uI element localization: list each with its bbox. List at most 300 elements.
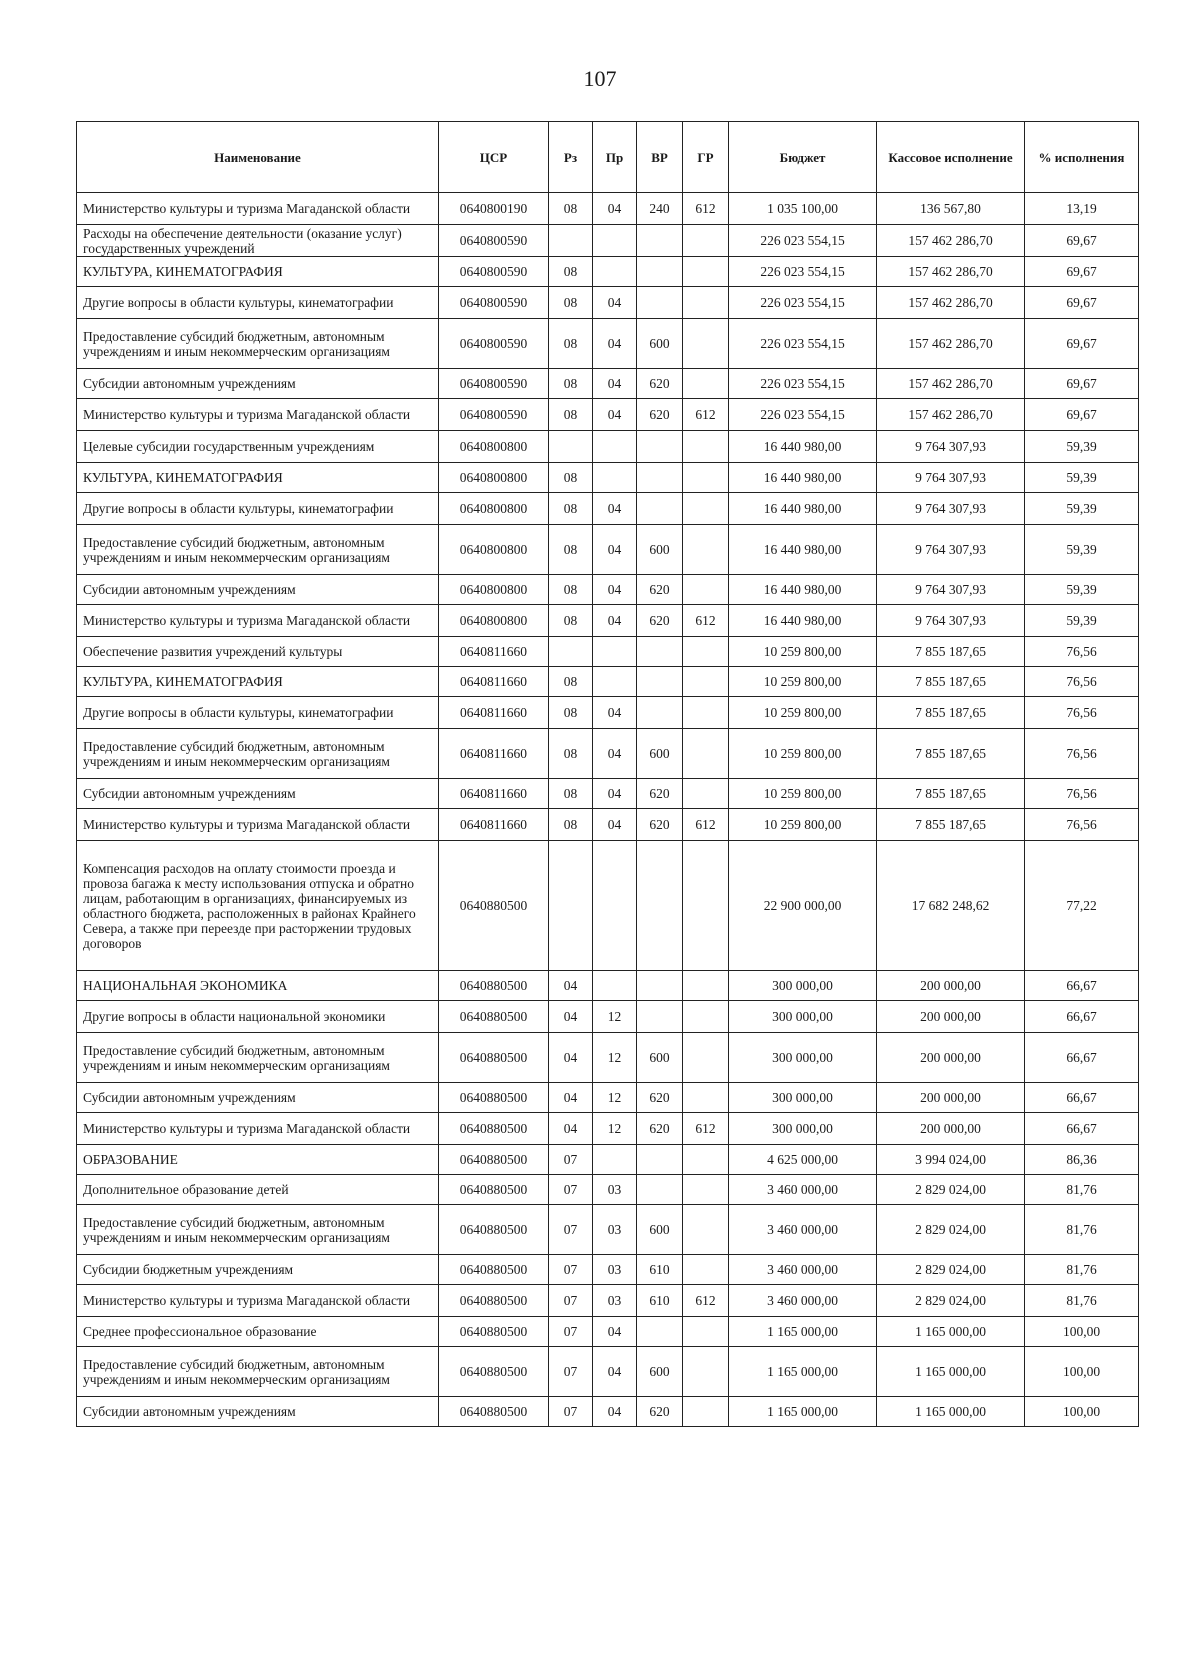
cell-name: Целевые субсидии государственным учреждениям	[77, 431, 439, 463]
cell-budget: 300 000,00	[729, 1033, 877, 1083]
cell-gr: 612	[683, 399, 729, 431]
table-row	[77, 1033, 1139, 1083]
cell-pr	[593, 225, 637, 257]
cell-pct: 66,67	[1025, 1001, 1139, 1033]
cell-csr: 0640800590	[439, 287, 549, 319]
cell-name: Дополнительное образование детей	[77, 1175, 439, 1205]
cell-gr	[683, 257, 729, 287]
cell-pr: 04	[593, 493, 637, 525]
cell-cash: 7 855 187,65	[877, 637, 1025, 667]
cell-vr: 620	[637, 369, 683, 399]
cell-rz: 08	[549, 575, 593, 605]
table-header-row	[77, 122, 1139, 193]
cell-budget: 16 440 980,00	[729, 525, 877, 575]
cell-name: Министерство культуры и туризма Магаданской области	[77, 193, 439, 225]
cell-budget: 10 259 800,00	[729, 697, 877, 729]
cell-budget: 3 460 000,00	[729, 1175, 877, 1205]
cell-gr	[683, 369, 729, 399]
cell-gr	[683, 463, 729, 493]
cell-cash: 7 855 187,65	[877, 667, 1025, 697]
header-budget: Бюджет	[729, 122, 877, 193]
cell-pr: 12	[593, 1001, 637, 1033]
table-row	[77, 1175, 1139, 1205]
cell-name: Министерство культуры и туризма Магаданской области	[77, 809, 439, 841]
cell-name: Предоставление субсидий бюджетным, автономным учреждениям и иным некоммерческим организациям	[77, 1205, 439, 1255]
cell-pr: 04	[593, 729, 637, 779]
cell-pr: 03	[593, 1175, 637, 1205]
cell-gr	[683, 637, 729, 667]
cell-rz: 04	[549, 1113, 593, 1145]
cell-pr: 04	[593, 525, 637, 575]
cell-rz: 07	[549, 1347, 593, 1397]
cell-pct: 66,67	[1025, 1083, 1139, 1113]
cell-pct: 69,67	[1025, 287, 1139, 319]
cell-vr: 620	[637, 399, 683, 431]
cell-budget: 10 259 800,00	[729, 667, 877, 697]
cell-name: Обеспечение развития учреждений культуры	[77, 637, 439, 667]
cell-cash: 9 764 307,93	[877, 525, 1025, 575]
cell-pct: 76,56	[1025, 729, 1139, 779]
cell-gr	[683, 319, 729, 369]
cell-pr	[593, 1145, 637, 1175]
cell-budget: 1 165 000,00	[729, 1397, 877, 1427]
cell-pct: 81,76	[1025, 1255, 1139, 1285]
cell-csr: 0640880500	[439, 1285, 549, 1317]
cell-cash: 1 165 000,00	[877, 1397, 1025, 1427]
cell-rz	[549, 637, 593, 667]
cell-rz: 07	[549, 1145, 593, 1175]
header-rz: Рз	[549, 122, 593, 193]
cell-csr: 0640800800	[439, 575, 549, 605]
cell-gr	[683, 729, 729, 779]
table-row	[77, 1145, 1139, 1175]
cell-pr: 04	[593, 1317, 637, 1347]
cell-budget: 10 259 800,00	[729, 637, 877, 667]
cell-pct: 69,67	[1025, 225, 1139, 257]
cell-cash: 157 462 286,70	[877, 399, 1025, 431]
cell-budget: 16 440 980,00	[729, 575, 877, 605]
cell-rz: 08	[549, 369, 593, 399]
header-gr: ГР	[683, 122, 729, 193]
cell-gr: 612	[683, 1113, 729, 1145]
cell-cash: 2 829 024,00	[877, 1255, 1025, 1285]
cell-cash: 200 000,00	[877, 971, 1025, 1001]
cell-name: Компенсация расходов на оплату стоимости проезда и провоза багажа к месту использования отпуска и обратно лицам, работающим в организациях, финансируемых из областного бюджета, расположенных в районах Крайнего Севера, а также при переезде при расторжении трудовых договоров	[77, 841, 439, 971]
cell-pct: 76,56	[1025, 697, 1139, 729]
cell-name: НАЦИОНАЛЬНАЯ ЭКОНОМИКА	[77, 971, 439, 1001]
cell-budget: 16 440 980,00	[729, 493, 877, 525]
table-row	[77, 667, 1139, 697]
cell-budget: 226 023 554,15	[729, 369, 877, 399]
cell-name: Другие вопросы в области национальной экономики	[77, 1001, 439, 1033]
cell-cash: 7 855 187,65	[877, 697, 1025, 729]
cell-name: ОБРАЗОВАНИЕ	[77, 1145, 439, 1175]
table-row	[77, 779, 1139, 809]
cell-csr: 0640880500	[439, 1113, 549, 1145]
cell-rz: 07	[549, 1317, 593, 1347]
cell-pct: 59,39	[1025, 525, 1139, 575]
cell-rz: 08	[549, 463, 593, 493]
cell-rz: 08	[549, 493, 593, 525]
table-row	[77, 605, 1139, 637]
cell-cash: 3 994 024,00	[877, 1145, 1025, 1175]
cell-vr	[637, 637, 683, 667]
cell-budget: 226 023 554,15	[729, 399, 877, 431]
cell-cash: 9 764 307,93	[877, 463, 1025, 493]
cell-rz: 08	[549, 697, 593, 729]
cell-vr: 610	[637, 1255, 683, 1285]
cell-name: Расходы на обеспечение деятельности (оказание услуг) государственных учреждений	[77, 225, 439, 257]
cell-gr	[683, 287, 729, 319]
table-row	[77, 1113, 1139, 1145]
cell-name: Предоставление субсидий бюджетным, автономным учреждениям и иным некоммерческим организациям	[77, 729, 439, 779]
cell-rz: 08	[549, 319, 593, 369]
table-row	[77, 369, 1139, 399]
cell-budget: 1 035 100,00	[729, 193, 877, 225]
cell-pct: 76,56	[1025, 809, 1139, 841]
cell-csr: 0640800800	[439, 605, 549, 637]
cell-csr: 0640880500	[439, 1175, 549, 1205]
cell-cash: 7 855 187,65	[877, 729, 1025, 779]
cell-csr: 0640800800	[439, 525, 549, 575]
cell-gr	[683, 841, 729, 971]
cell-cash: 157 462 286,70	[877, 257, 1025, 287]
cell-pr	[593, 257, 637, 287]
cell-name: Министерство культуры и туризма Магаданской области	[77, 1285, 439, 1317]
cell-gr	[683, 1205, 729, 1255]
cell-name: Среднее профессиональное образование	[77, 1317, 439, 1347]
table-row	[77, 193, 1139, 225]
cell-vr: 620	[637, 1397, 683, 1427]
cell-gr	[683, 697, 729, 729]
cell-csr: 0640811660	[439, 637, 549, 667]
cell-csr: 0640800800	[439, 431, 549, 463]
cell-cash: 200 000,00	[877, 1113, 1025, 1145]
cell-cash: 157 462 286,70	[877, 225, 1025, 257]
table-row	[77, 637, 1139, 667]
cell-vr: 620	[637, 1083, 683, 1113]
cell-csr: 0640811660	[439, 809, 549, 841]
cell-pr: 04	[593, 605, 637, 637]
cell-gr	[683, 1083, 729, 1113]
cell-rz	[549, 431, 593, 463]
cell-csr: 0640880500	[439, 1317, 549, 1347]
table-row	[77, 525, 1139, 575]
table-row	[77, 575, 1139, 605]
cell-vr	[637, 841, 683, 971]
table-row	[77, 971, 1139, 1001]
table-row	[77, 1083, 1139, 1113]
cell-name: Субсидии автономным учреждениям	[77, 575, 439, 605]
cell-rz: 08	[549, 667, 593, 697]
cell-gr	[683, 779, 729, 809]
cell-csr: 0640880500	[439, 1033, 549, 1083]
cell-csr: 0640811660	[439, 697, 549, 729]
header-vr: ВР	[637, 122, 683, 193]
cell-csr: 0640811660	[439, 667, 549, 697]
cell-vr: 600	[637, 1347, 683, 1397]
cell-rz: 08	[549, 779, 593, 809]
cell-csr: 0640800590	[439, 369, 549, 399]
cell-budget: 226 023 554,15	[729, 257, 877, 287]
cell-cash: 1 165 000,00	[877, 1317, 1025, 1347]
cell-budget: 3 460 000,00	[729, 1205, 877, 1255]
cell-vr	[637, 1175, 683, 1205]
cell-name: Субсидии автономным учреждениям	[77, 779, 439, 809]
cell-vr: 600	[637, 1205, 683, 1255]
cell-pct: 66,67	[1025, 971, 1139, 1001]
cell-pct: 59,39	[1025, 431, 1139, 463]
cell-name: Министерство культуры и туризма Магаданской области	[77, 399, 439, 431]
cell-name: Министерство культуры и туризма Магаданской области	[77, 1113, 439, 1145]
cell-name: КУЛЬТУРА, КИНЕМАТОГРАФИЯ	[77, 463, 439, 493]
cell-csr: 0640800590	[439, 257, 549, 287]
cell-name: Субсидии автономным учреждениям	[77, 1397, 439, 1427]
cell-csr: 0640880500	[439, 1397, 549, 1427]
cell-name: Предоставление субсидий бюджетным, автономным учреждениям и иным некоммерческим организациям	[77, 1347, 439, 1397]
cell-rz: 08	[549, 605, 593, 637]
cell-vr: 610	[637, 1285, 683, 1317]
table-row	[77, 697, 1139, 729]
table-row	[77, 287, 1139, 319]
cell-budget: 300 000,00	[729, 1083, 877, 1113]
header-name: Наименование	[77, 122, 439, 193]
cell-pct: 81,76	[1025, 1285, 1139, 1317]
cell-pct: 76,56	[1025, 637, 1139, 667]
cell-budget: 16 440 980,00	[729, 605, 877, 637]
cell-name: Другие вопросы в области культуры, кинематографии	[77, 493, 439, 525]
cell-cash: 7 855 187,65	[877, 809, 1025, 841]
cell-csr: 0640800590	[439, 225, 549, 257]
cell-csr: 0640880500	[439, 971, 549, 1001]
cell-budget: 300 000,00	[729, 1113, 877, 1145]
cell-cash: 157 462 286,70	[877, 319, 1025, 369]
cell-csr: 0640880500	[439, 1083, 549, 1113]
cell-cash: 200 000,00	[877, 1083, 1025, 1113]
cell-vr	[637, 257, 683, 287]
cell-vr	[637, 697, 683, 729]
cell-pr: 04	[593, 369, 637, 399]
budget-execution-table	[76, 121, 1139, 1427]
cell-budget: 16 440 980,00	[729, 463, 877, 493]
cell-budget: 226 023 554,15	[729, 287, 877, 319]
cell-gr	[683, 493, 729, 525]
cell-csr: 0640800190	[439, 193, 549, 225]
cell-gr	[683, 1347, 729, 1397]
cell-csr: 0640880500	[439, 1255, 549, 1285]
table-row	[77, 1255, 1139, 1285]
cell-pr: 03	[593, 1255, 637, 1285]
cell-budget: 10 259 800,00	[729, 729, 877, 779]
cell-name: Министерство культуры и туризма Магаданской области	[77, 605, 439, 637]
cell-rz: 08	[549, 399, 593, 431]
cell-cash: 9 764 307,93	[877, 605, 1025, 637]
cell-pct: 76,56	[1025, 667, 1139, 697]
cell-pr: 04	[593, 779, 637, 809]
cell-rz	[549, 841, 593, 971]
cell-vr	[637, 287, 683, 319]
table-row	[77, 399, 1139, 431]
cell-pct: 81,76	[1025, 1205, 1139, 1255]
cell-csr: 0640800590	[439, 399, 549, 431]
cell-pct: 59,39	[1025, 493, 1139, 525]
cell-budget: 22 900 000,00	[729, 841, 877, 971]
cell-pr	[593, 667, 637, 697]
cell-pr	[593, 841, 637, 971]
cell-vr: 600	[637, 525, 683, 575]
cell-rz: 08	[549, 729, 593, 779]
cell-budget: 3 460 000,00	[729, 1285, 877, 1317]
cell-rz: 08	[549, 809, 593, 841]
cell-csr: 0640880500	[439, 841, 549, 971]
cell-vr: 600	[637, 729, 683, 779]
table-row	[77, 431, 1139, 463]
cell-gr	[683, 667, 729, 697]
cell-pct: 100,00	[1025, 1317, 1139, 1347]
cell-budget: 1 165 000,00	[729, 1317, 877, 1347]
table-row	[77, 1285, 1139, 1317]
cell-pct: 81,76	[1025, 1175, 1139, 1205]
cell-pr: 04	[593, 1347, 637, 1397]
cell-csr: 0640811660	[439, 729, 549, 779]
cell-gr	[683, 971, 729, 1001]
cell-rz: 07	[549, 1205, 593, 1255]
cell-cash: 157 462 286,70	[877, 369, 1025, 399]
cell-csr: 0640880500	[439, 1205, 549, 1255]
table-row	[77, 1001, 1139, 1033]
cell-vr	[637, 1001, 683, 1033]
cell-gr: 612	[683, 193, 729, 225]
cell-pr: 04	[593, 575, 637, 605]
cell-vr: 240	[637, 193, 683, 225]
header-csr: ЦСР	[439, 122, 549, 193]
cell-cash: 9 764 307,93	[877, 431, 1025, 463]
header-cash: Кассовое исполнение	[877, 122, 1025, 193]
cell-budget: 4 625 000,00	[729, 1145, 877, 1175]
cell-gr: 612	[683, 809, 729, 841]
cell-cash: 157 462 286,70	[877, 287, 1025, 319]
cell-budget: 226 023 554,15	[729, 319, 877, 369]
cell-budget: 16 440 980,00	[729, 431, 877, 463]
cell-pct: 66,67	[1025, 1033, 1139, 1083]
cell-vr: 620	[637, 779, 683, 809]
cell-gr	[683, 1033, 729, 1083]
cell-pr: 12	[593, 1033, 637, 1083]
cell-pr: 04	[593, 809, 637, 841]
cell-gr	[683, 1175, 729, 1205]
cell-budget: 3 460 000,00	[729, 1255, 877, 1285]
header-pr: Пр	[593, 122, 637, 193]
cell-rz: 04	[549, 1033, 593, 1083]
cell-rz: 08	[549, 525, 593, 575]
cell-csr: 0640811660	[439, 779, 549, 809]
cell-rz: 08	[549, 287, 593, 319]
cell-pct: 59,39	[1025, 575, 1139, 605]
cell-budget: 300 000,00	[729, 971, 877, 1001]
cell-pct: 100,00	[1025, 1397, 1139, 1427]
cell-pr: 04	[593, 399, 637, 431]
cell-pct: 100,00	[1025, 1347, 1139, 1397]
cell-name: Субсидии автономным учреждениям	[77, 1083, 439, 1113]
cell-rz: 04	[549, 1001, 593, 1033]
table-row	[77, 729, 1139, 779]
cell-rz: 07	[549, 1397, 593, 1427]
cell-gr	[683, 1255, 729, 1285]
table-row	[77, 257, 1139, 287]
cell-pr: 12	[593, 1113, 637, 1145]
cell-csr: 0640880500	[439, 1001, 549, 1033]
cell-vr	[637, 1145, 683, 1175]
cell-vr	[637, 493, 683, 525]
cell-cash: 9 764 307,93	[877, 493, 1025, 525]
cell-name: Предоставление субсидий бюджетным, автономным учреждениям и иным некоммерческим организациям	[77, 525, 439, 575]
cell-pr: 04	[593, 319, 637, 369]
cell-name: Предоставление субсидий бюджетным, автономным учреждениям и иным некоммерческим организациям	[77, 1033, 439, 1083]
cell-pct: 69,67	[1025, 369, 1139, 399]
page-number: 107	[583, 66, 617, 91]
cell-cash: 136 567,80	[877, 193, 1025, 225]
table-row	[77, 463, 1139, 493]
cell-name: Другие вопросы в области культуры, кинематографии	[77, 287, 439, 319]
cell-pct: 69,67	[1025, 257, 1139, 287]
cell-cash: 200 000,00	[877, 1001, 1025, 1033]
cell-pct: 77,22	[1025, 841, 1139, 971]
cell-csr: 0640880500	[439, 1347, 549, 1397]
cell-cash: 1 165 000,00	[877, 1347, 1025, 1397]
cell-pct: 69,67	[1025, 399, 1139, 431]
cell-budget: 10 259 800,00	[729, 809, 877, 841]
cell-pct: 13,19	[1025, 193, 1139, 225]
cell-budget: 10 259 800,00	[729, 779, 877, 809]
cell-pr: 03	[593, 1285, 637, 1317]
table-body	[77, 193, 1139, 1427]
cell-vr	[637, 1317, 683, 1347]
cell-gr	[683, 225, 729, 257]
cell-name: Субсидии автономным учреждениям	[77, 369, 439, 399]
table-row	[77, 1205, 1139, 1255]
cell-gr: 612	[683, 1285, 729, 1317]
table-row	[77, 809, 1139, 841]
cell-rz: 08	[549, 193, 593, 225]
cell-rz	[549, 225, 593, 257]
cell-budget: 226 023 554,15	[729, 225, 877, 257]
cell-pct: 69,67	[1025, 319, 1139, 369]
cell-cash: 2 829 024,00	[877, 1175, 1025, 1205]
cell-pct: 59,39	[1025, 605, 1139, 637]
cell-pr	[593, 971, 637, 1001]
table-row	[77, 841, 1139, 971]
table-row	[77, 493, 1139, 525]
cell-gr: 612	[683, 605, 729, 637]
cell-pr: 12	[593, 1083, 637, 1113]
cell-vr: 600	[637, 319, 683, 369]
cell-csr: 0640800800	[439, 493, 549, 525]
cell-cash: 2 829 024,00	[877, 1285, 1025, 1317]
cell-pct: 76,56	[1025, 779, 1139, 809]
cell-vr	[637, 667, 683, 697]
cell-cash: 9 764 307,93	[877, 575, 1025, 605]
cell-budget: 1 165 000,00	[729, 1347, 877, 1397]
cell-name: КУЛЬТУРА, КИНЕМАТОГРАФИЯ	[77, 667, 439, 697]
cell-pr: 04	[593, 1397, 637, 1427]
cell-name: Субсидии бюджетным учреждениям	[77, 1255, 439, 1285]
cell-cash: 200 000,00	[877, 1033, 1025, 1083]
cell-vr: 620	[637, 809, 683, 841]
cell-pr: 04	[593, 287, 637, 319]
cell-gr	[683, 1397, 729, 1427]
table-row	[77, 1317, 1139, 1347]
cell-gr	[683, 1001, 729, 1033]
